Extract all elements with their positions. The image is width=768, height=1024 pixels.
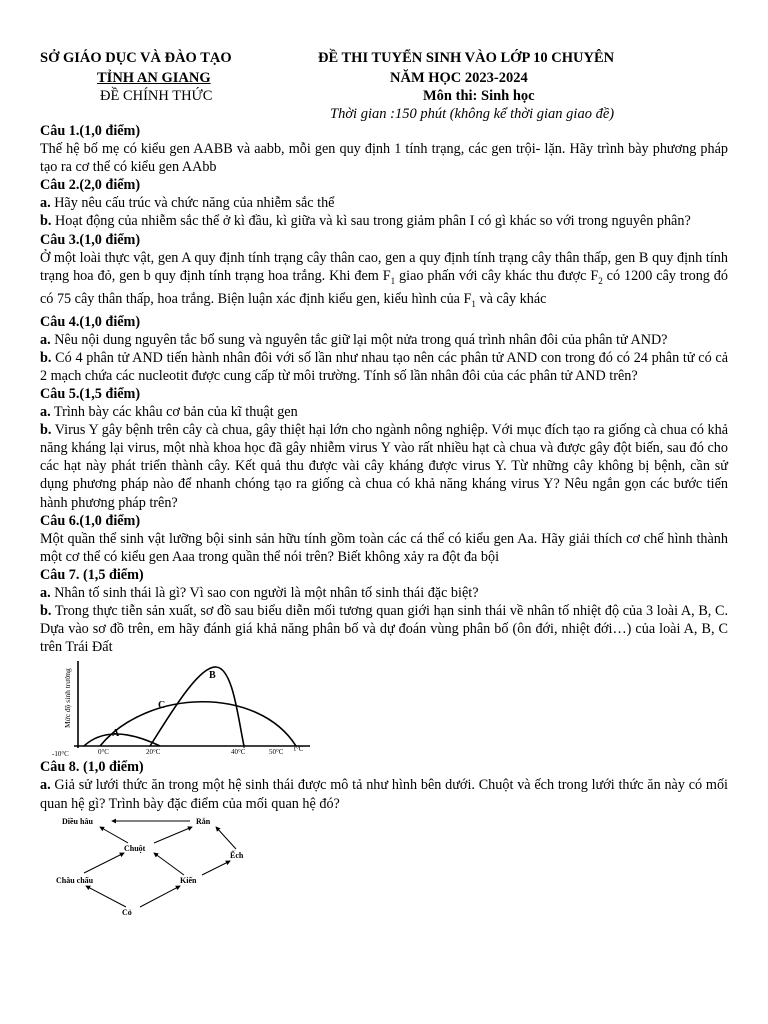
tick-20: 20°C xyxy=(146,748,161,757)
department-name: SỞ GIÁO DỤC VÀ ĐÀO TẠO xyxy=(40,50,232,66)
node-ech: Ếch xyxy=(230,850,244,860)
label-b: b. xyxy=(40,213,52,230)
question-7-title: Câu 7. (1,5 điểm) xyxy=(40,566,144,583)
subject: Môn thi: Sinh học xyxy=(423,88,535,104)
official-exam-label: ĐỀ CHÍNH THỨC xyxy=(100,88,213,104)
q3-part1: Ở một loài thực vật, gen A quy định tính trạng cây thân cao, gen a quy định tính trạng cây thân thấp, gen B quy định tính trạng hoa đỏ, gen b quy định tính trạng hoa trắng. Khi đem F xyxy=(40,249,728,284)
arrow-kien-ech xyxy=(202,861,230,875)
q3-part2: giao phấn với cây khác thu được F xyxy=(395,267,599,284)
exam-title: ĐỀ THI TUYỂN SINH VÀO LỚP 10 CHUYÊN xyxy=(318,50,615,66)
exam-content xyxy=(40,122,728,923)
question-2-title: Câu 2.(2,0 điểm) xyxy=(40,177,141,194)
question-3-title: Câu 3.(1,0 điểm) xyxy=(40,231,141,248)
question-5a xyxy=(40,403,728,421)
question-4a-text: Nêu nội dung nguyên tắc bổ sung và nguyên tắc giữ lại một nửa trong quá trình nhân đôi của phân tử AND? xyxy=(50,331,668,348)
province-name: TỈNH AN GIANG xyxy=(97,70,211,86)
curve-b-label: B xyxy=(209,670,216,682)
question-6-text: Một quần thể sinh vật lưỡng bội sinh sản hữu tính gồm toàn các cá thể có kiểu gen Aa. Hãy giải thích cơ chế hình thành một cơ thể có kiểu gen Aaa trong quần thể nói trên? Biết không xảy ra đột đa bội xyxy=(40,530,728,565)
tick-40: 40°C xyxy=(231,748,246,757)
question-7b xyxy=(40,602,728,656)
node-dieu-hau: Diều hâu xyxy=(62,816,93,826)
tick-0: 0°C xyxy=(98,748,109,757)
question-6-title: Câu 6.(1,0 điểm) xyxy=(40,512,141,529)
question-4b xyxy=(40,349,728,385)
subscript: 2 xyxy=(598,275,603,286)
question-8a xyxy=(40,776,728,812)
question-7a-text: Nhân tố sinh thái là gì? Vì sao con người là một nhân tố sinh thái đặc biệt? xyxy=(50,585,479,601)
subscript: 1 xyxy=(471,298,476,309)
tick-minus-10: -10°C xyxy=(52,750,69,759)
question-2b-text: Hoạt động của nhiễm sắc thể ở kì đầu, kì giữa và kì sau trong giảm phân I có gì khác so với trong nguyên phân? xyxy=(51,213,691,230)
question-1-title: Câu 1.(1,0 điểm) xyxy=(40,123,141,139)
node-co: Cỏ xyxy=(122,907,132,917)
curve-a xyxy=(84,734,160,746)
node-chuot: Chuột xyxy=(124,843,146,853)
arrow-co-chau-chau xyxy=(86,886,126,907)
node-ran: Rắn xyxy=(196,816,211,826)
label-b: b. xyxy=(40,603,52,620)
label-a: a. xyxy=(40,404,51,421)
question-5b xyxy=(40,421,728,511)
arrow-chau-chau-chuot xyxy=(84,853,124,873)
question-4-title: Câu 4.(1,0 điểm) xyxy=(40,313,141,330)
temperature-tolerance-diagram xyxy=(48,658,318,758)
question-2b xyxy=(40,212,728,230)
arrow-ech-ran xyxy=(216,827,236,849)
question-1-text: Thế hệ bố mẹ có kiểu gen AABB và aabb, mỗi gen quy định 1 tính trạng, các gen trội- lặn. Hãy trình bày phương pháp tạo ra cơ thể có kiểu gen AAbb xyxy=(40,141,728,176)
curve-a-label: A xyxy=(112,728,120,740)
x-axis-unit: t°C xyxy=(294,745,304,754)
label-b: b. xyxy=(40,349,52,366)
node-kien: Kiến xyxy=(180,875,197,885)
label-a: a. xyxy=(40,777,51,794)
label-a: a. xyxy=(40,585,51,601)
food-web-diagram xyxy=(50,815,280,923)
q3-part4: và cây khác xyxy=(475,290,547,307)
question-5b-text: Virus Y gây bệnh trên cây cà chua, gây thiệt hại lớn cho ngành nông nghiệp. Với mục đích tạo ra giống cà chua có khả năng kháng lại virus, một nhà khoa học đã gây nhiễm virus Y vào rất nhiều hạt cà chua và được gây đột biến, sau đó cho các hạt này phát triển thành cây. Kết quả thu được vài cây kháng được virus Y. Từ những cây không bị bệnh, cần sử dụng phương pháp nào để nhanh chóng tạo ra giống cà chua có khả năng kháng virus Y? Nêu ngắn gọn các bước tiến hành phương pháp trên? xyxy=(40,422,728,511)
question-8a-text: Giả sử lưới thức ăn trong một hệ sinh thái được mô tả như hình bên dưới. Chuột và ếch trong lưới thức ăn này có mối quan hệ gì? Trình bày đặc điểm của mối quan hệ đó? xyxy=(40,777,728,812)
arrow-kien-chuot xyxy=(154,853,184,875)
question-8-title: Câu 8. (1,0 điểm) xyxy=(40,759,144,776)
tick-50: 50°C xyxy=(269,748,284,757)
label-a: a. xyxy=(40,195,51,212)
question-3-text xyxy=(40,249,728,313)
curve-c xyxy=(100,702,296,746)
question-5a-text: Trình bày các khâu cơ bản của kĩ thuật gen xyxy=(50,404,298,421)
arrow-chuot-dieu-hau xyxy=(100,827,128,843)
arrow-co-kien xyxy=(140,886,180,907)
school-year: NĂM HỌC 2023-2024 xyxy=(390,70,528,86)
time-limit: Thời gian :150 phút (không kể thời gian giao đề) xyxy=(330,106,615,122)
question-4b-text: Có 4 phân tử AND tiến hành nhân đôi với số lần như nhau tạo nên các phân tử AND con trong đó có 24 phân tử có cả 2 mạch chứa các nucleotit được cung cấp từ môi trường. Tính số lần nhân đôi của các phân tử AND trên? xyxy=(40,349,728,384)
q3-part3: có 1200 cây trong đó có 75 cây thân thấp, hoa trắng. Biện luận xác định kiểu gen, kiểu hình của F xyxy=(40,267,728,307)
arrow-chuot-ran xyxy=(154,827,192,843)
node-chau-chau: Châu chấu xyxy=(56,875,94,885)
subscript: 1 xyxy=(390,275,396,286)
curve-c-label: C xyxy=(158,700,166,712)
question-7b-text: Trong thực tiễn sản xuất, sơ đồ sau biểu diễn mối tương quan giới hạn sinh thái về nhân tố nhiệt độ của 3 loài A, B, C. Dựa vào sơ đồ trên, em hãy đánh giá khả năng phân bố và dự đoán vùng phân bố (ôn đới, nhiệt đới…) của loài A, B, C trên Trái Đất xyxy=(40,603,728,656)
question-2a xyxy=(40,194,728,212)
y-axis-label: Mức độ sinh trưởng xyxy=(63,668,72,729)
question-2a-text: Hãy nêu cấu trúc và chức năng của nhiễm sắc thể xyxy=(50,195,335,212)
question-5-title: Câu 5.(1,5 điểm) xyxy=(40,385,141,402)
label-a: a. xyxy=(40,331,51,348)
question-7a xyxy=(40,584,728,602)
label-b: b. xyxy=(40,422,52,439)
question-4a xyxy=(40,331,728,349)
